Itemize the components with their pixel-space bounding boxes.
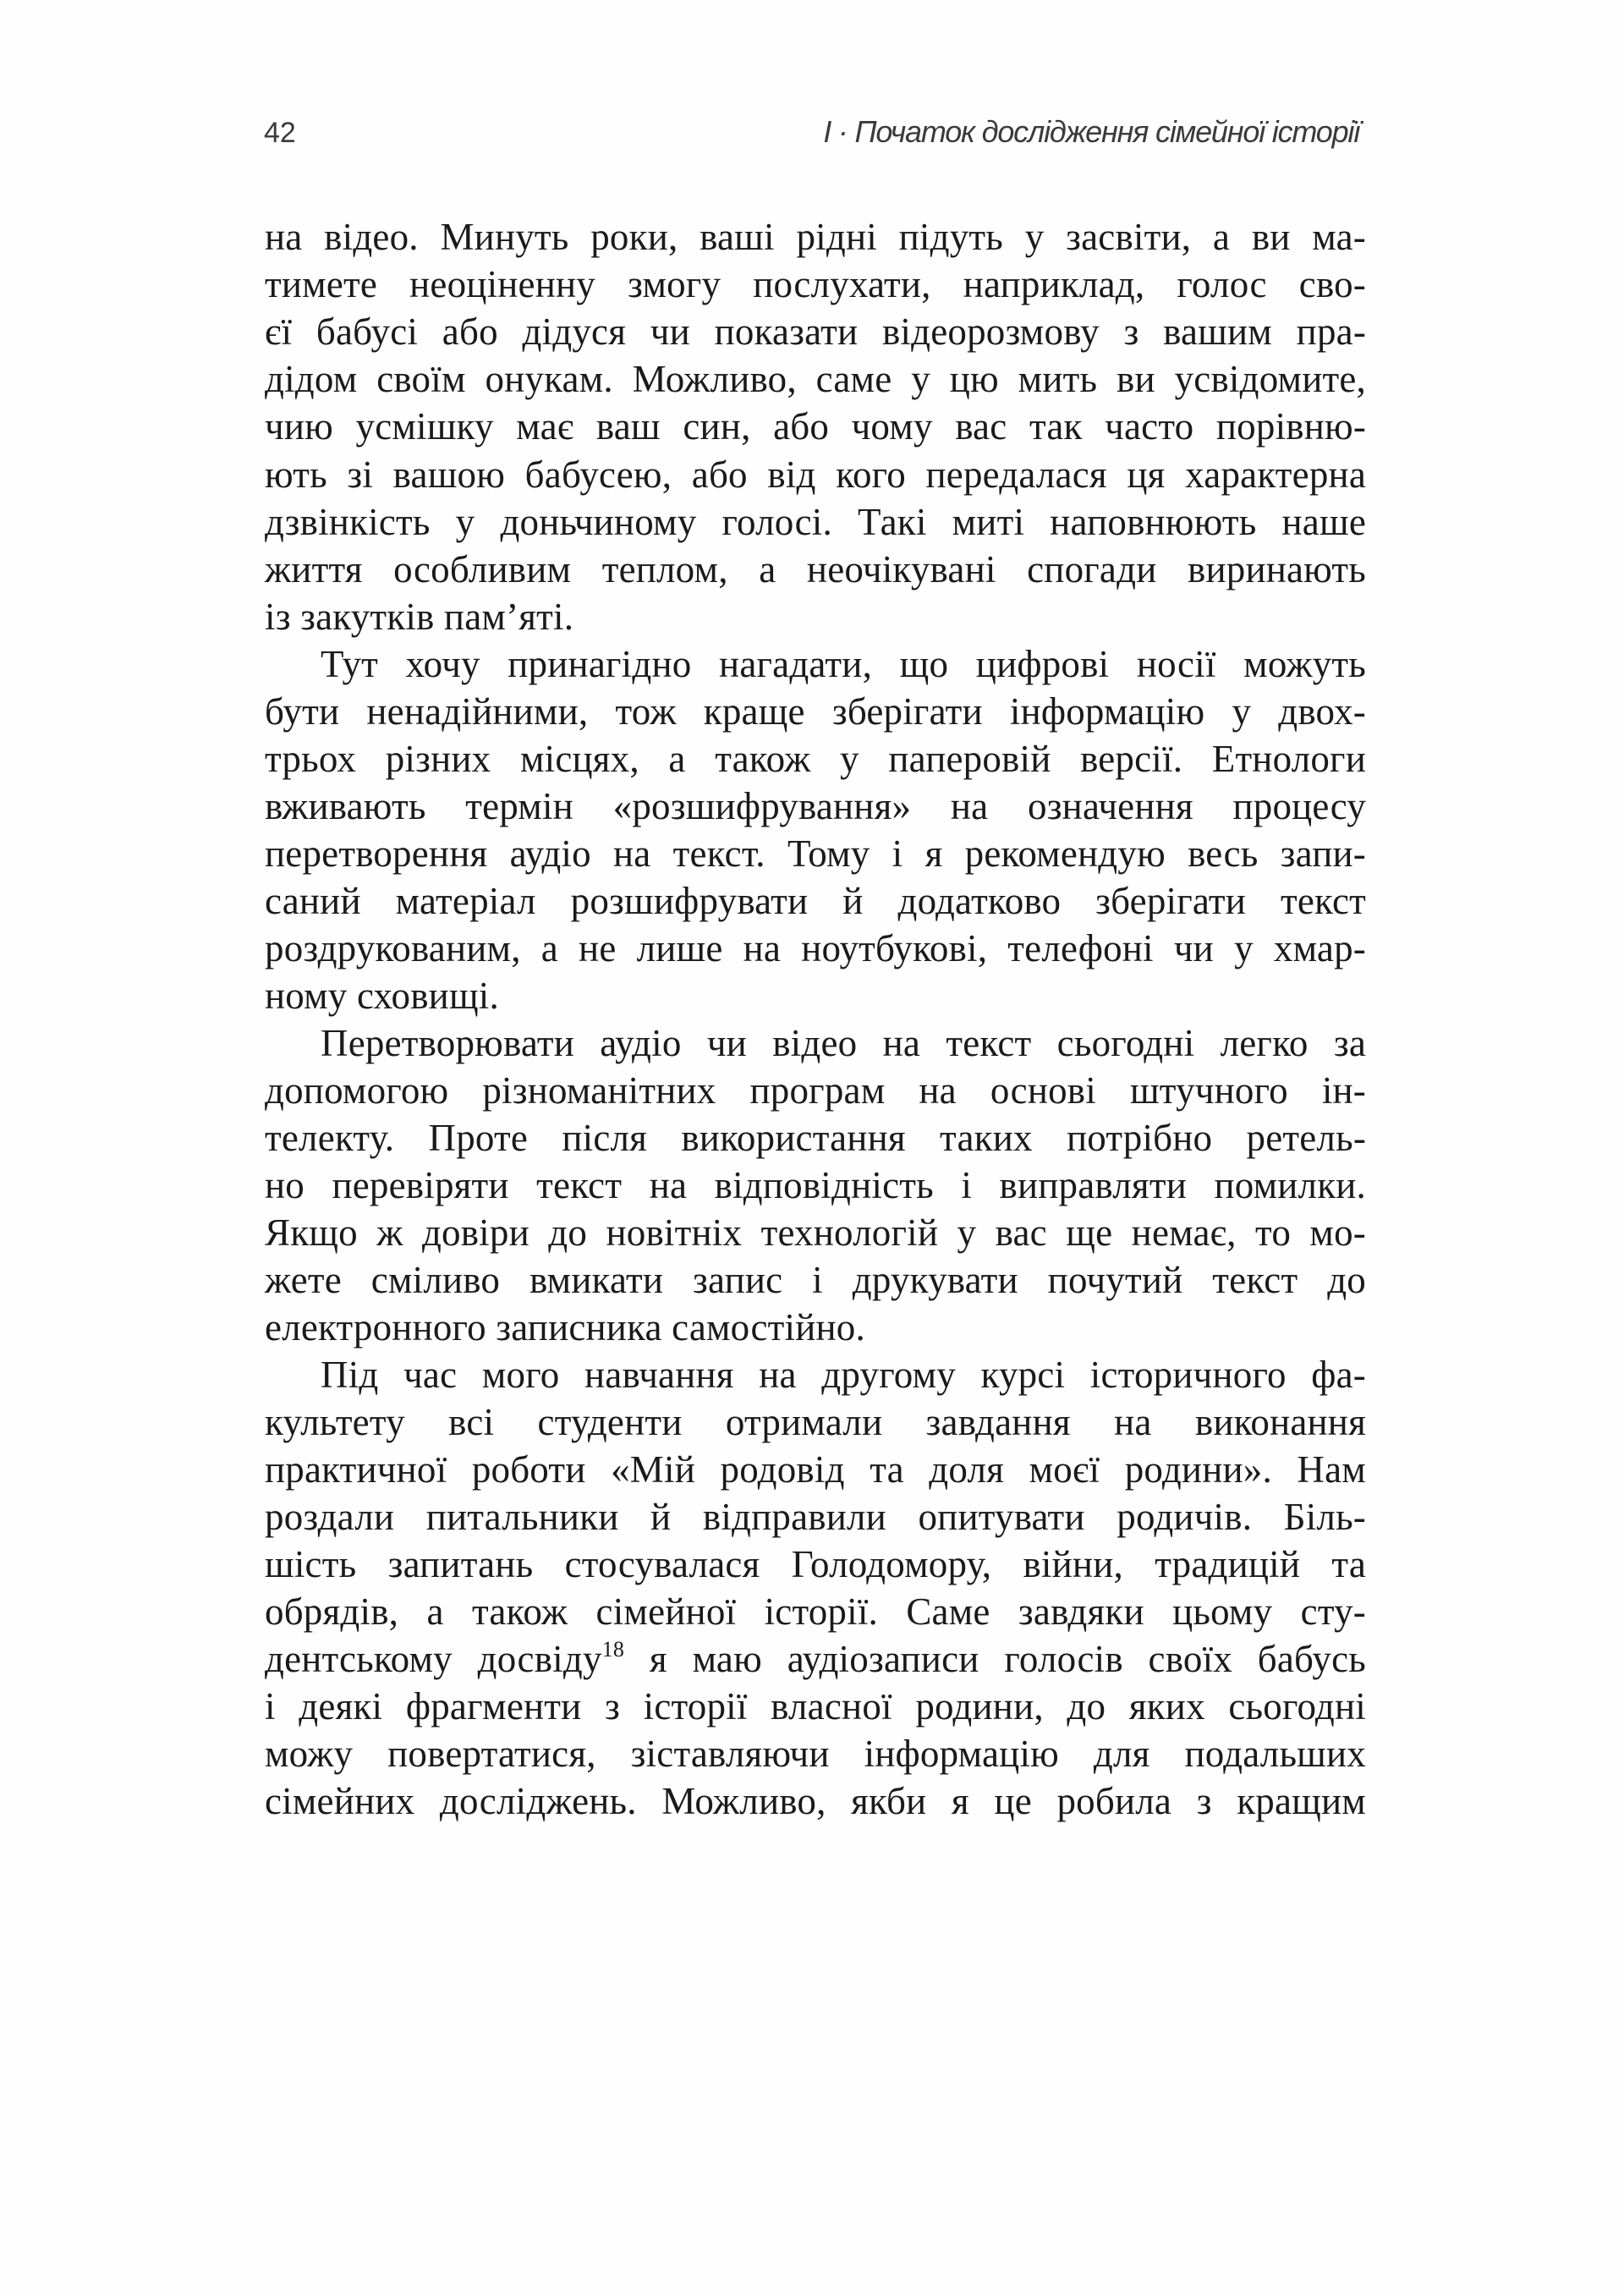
text-line: но перевіряти текст на відповідність і виправляти помилки. [265, 1164, 1366, 1206]
text-line: сімейних досліджень. Можливо, якби я це робила з кращим [265, 1780, 1366, 1822]
text-line: обрядів, а також сімейної історії. Саме завдяки цьому сту- [265, 1590, 1366, 1633]
text-fragment: дентському досвіду [265, 1638, 602, 1680]
text-line: Якщо ж довіри до новітніх технологій у вас ще немає, то мо- [265, 1211, 1366, 1254]
text-line: ють зі вашою бабусею, або від кого передалася ця характерна [265, 453, 1366, 496]
text-fragment: я маю аудіозаписи голосів своїх бабусь [624, 1638, 1367, 1680]
text-line: жете сміливо вмикати запис і друкувати почутий текст до [265, 1259, 1366, 1301]
text-line: єї бабусі або дідуся чи показати відеорозмову з вашим пра- [265, 310, 1366, 353]
text-line: електронного записника самостійно. [265, 1306, 865, 1348]
text-line: Тут хочу принагідно нагадати, що цифрові носії можуть [321, 643, 1366, 685]
text-line: і деякі фрагменти з історії власної родини, до яких сьогодні [265, 1685, 1366, 1727]
text-line: роздали питальники й відправили опитувати родичів. Біль- [265, 1496, 1366, 1538]
running-head: I · Початок дослідження сімейної історії [823, 114, 1359, 149]
text-line: допомогою різноманітних програм на основі штучного ін- [265, 1069, 1366, 1112]
text-line: роздрукованим, а не лише на ноутбукові, телефоні чи у хмар- [265, 927, 1366, 969]
page-number: 42 [264, 117, 296, 149]
text-line: на відео. Минуть роки, ваші рідні підуть у засвіти, а ви ма- [265, 216, 1366, 258]
text-line: практичної роботи «Мій родовід та доля моєї родини». Нам [265, 1448, 1366, 1491]
text-line: трьох різних місцях, а також у паперовій версії. Етнологи [265, 738, 1366, 780]
text-line: Під час мого навчання на другому курсі історичного фа- [321, 1354, 1366, 1396]
text-line: саний матеріал розшифрувати й додатково зберігати текст [265, 880, 1366, 922]
text-line: чию усмішку має ваш син, або чому вас так часто порівню- [265, 405, 1366, 448]
text-line: перетворення аудіо на текст. Тому і я рекомендую весь запи- [265, 832, 1366, 875]
text-line: шість запитань стосувалася Голодомору, війни, традицій та [265, 1543, 1366, 1585]
text-line: із закутків пам’яті. [265, 596, 574, 638]
text-line: телекту. Проте після використання таких потрібно ретель- [265, 1117, 1366, 1159]
text-line: ному сховищі. [265, 975, 499, 1017]
text-line: бути ненадійними, тож краще зберігати інформацію у двох- [265, 690, 1366, 733]
text-line: тимете неоціненну змогу послухати, наприклад, голос сво- [265, 263, 1366, 305]
text-line: вживають термін «розшифрування» на означення процесу [265, 785, 1366, 827]
text-line: дідом своїм онукам. Можливо, саме у цю мить ви усвідомите, [265, 358, 1366, 400]
text-line: життя особливим теплом, а неочікувані спогади виринають [265, 548, 1366, 590]
text-line-with-footnote [265, 1635, 1366, 1683]
text-line: дзвінкість у доньчиному голосі. Такі миті наповнюють наше [265, 501, 1366, 543]
text-line: Перетворювати аудіо чи відео на текст сьогодні легко за [321, 1022, 1366, 1064]
footnote-reference[interactable]: 18 [601, 1637, 625, 1662]
text-line: можу повертатися, зіставляючи інформацію для подальших [265, 1733, 1366, 1775]
text-line: культету всі студенти отримали завдання на виконання [265, 1401, 1366, 1443]
